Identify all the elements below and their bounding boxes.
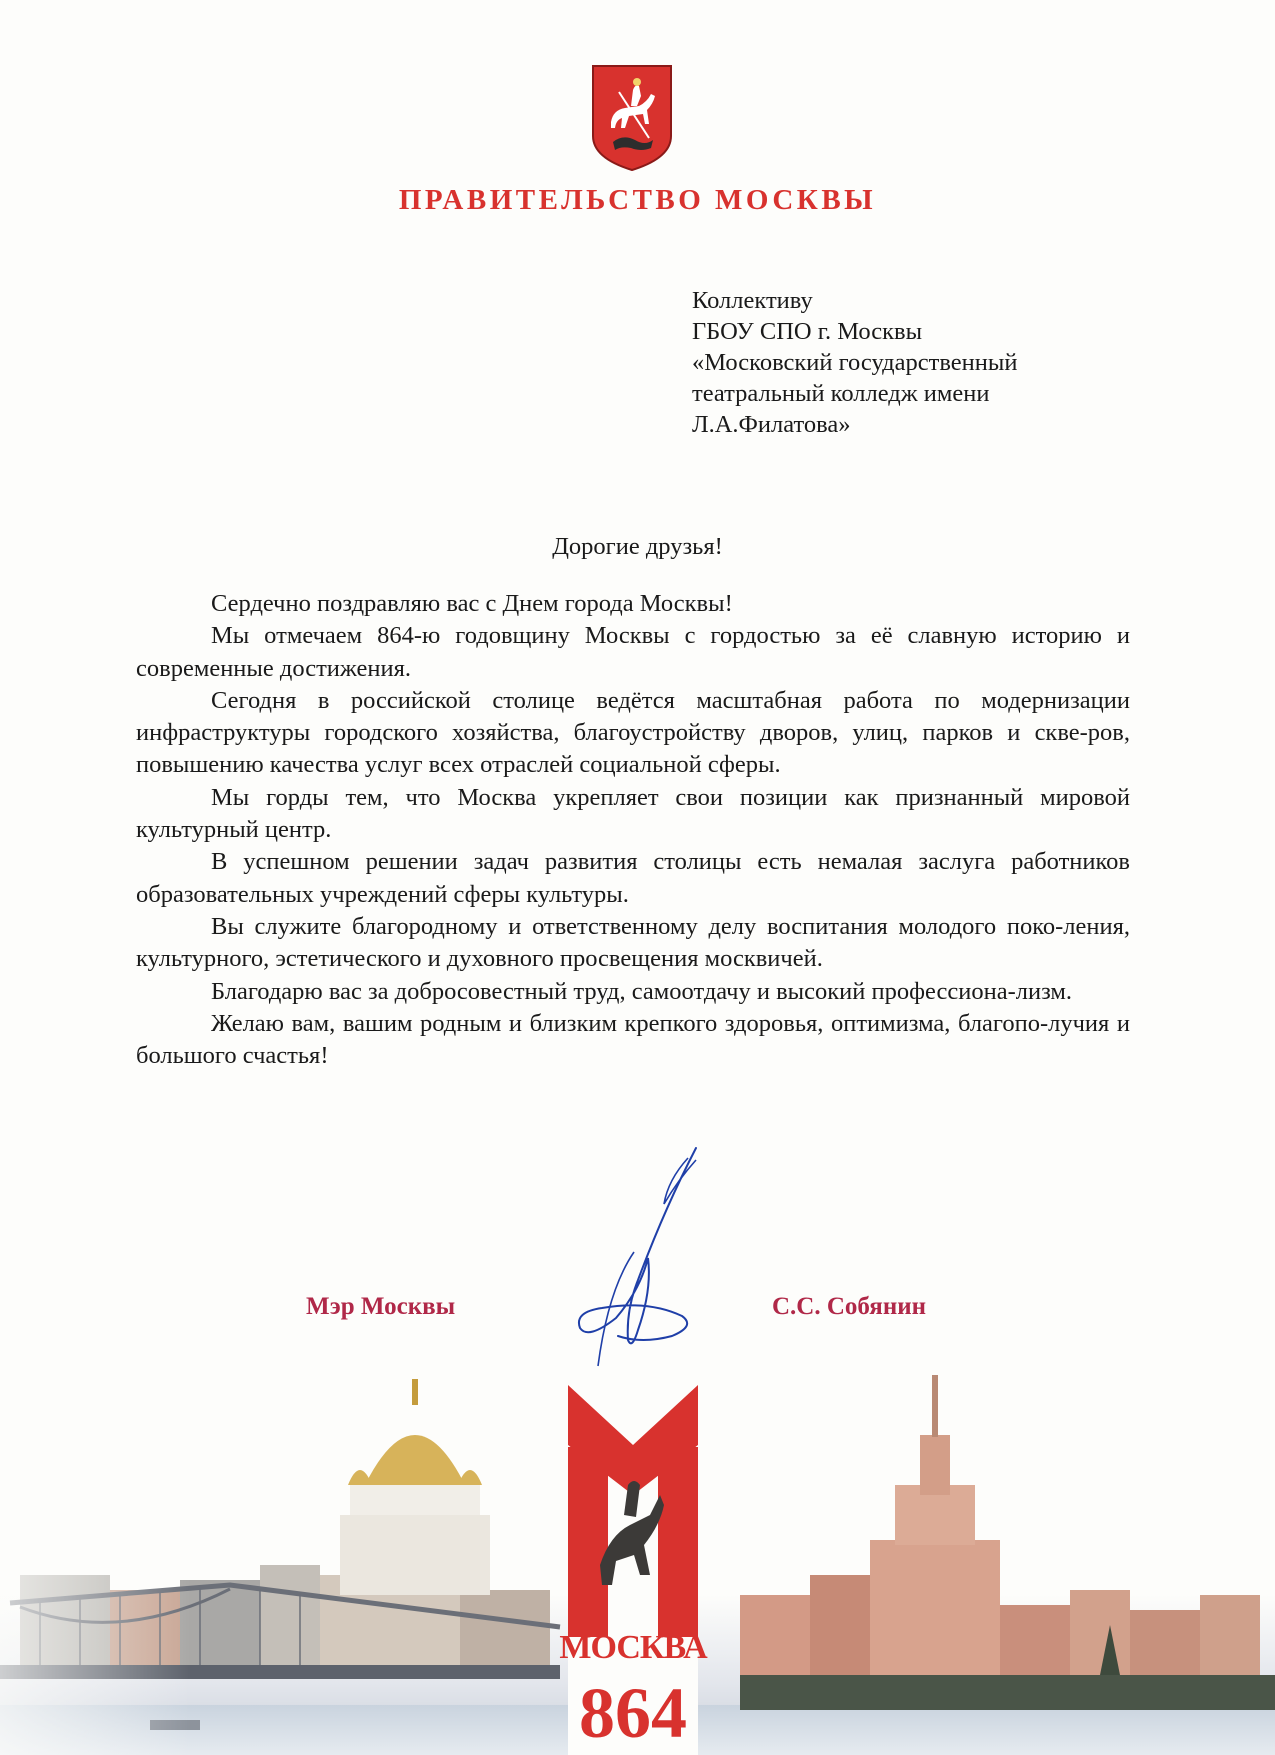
paragraph: Сердечно поздравляю вас с Днем города Москвы! xyxy=(211,590,733,617)
paragraph: Благодарю вас за добросовестный труд, самоотдачу и высокий профессиона-лизм. xyxy=(211,977,1073,1005)
paragraph: Желаю вам, вашим родным и близким крепкого здоровья, оптимизма, благопо-лучия и большого счастья! xyxy=(136,1009,1130,1070)
emblem-word: МОСКВА xyxy=(559,1629,707,1666)
mayor-name: С.С. Собянин xyxy=(772,1293,927,1320)
paragraph: Мы отмечаем 864-ю годовщину Москвы с гордостью за её славную историю и современные достижения. xyxy=(136,622,1130,682)
mayor-title: Мэр Москвы xyxy=(306,1293,456,1320)
addressee-line: ГБОУ СПО г. Москвы xyxy=(692,318,923,345)
paragraph: Сегодня в российской столице ведётся масштабная работа по модернизации инфраструктуры городского хозяйства, благоустройству дворов, улиц, парков и скве-ров, повышению качества услуг всех отраслей социальной сферы. xyxy=(136,686,1130,779)
addressee-block xyxy=(692,285,1112,440)
addressee-line: «Московский государственный xyxy=(692,349,1018,376)
organization-header: ПРАВИТЕЛЬСТВО МОСКВЫ xyxy=(398,184,877,216)
emblem-number: 864 xyxy=(579,1673,687,1753)
addressee-line: Л.А.Филатова» xyxy=(692,411,851,438)
moscow-skyline-illustration xyxy=(0,1375,1275,1755)
handwritten-signature xyxy=(568,1140,708,1370)
paragraph: В успешном решении задач развития столицы есть немалая заслуга работников образовательных учреждений сферы культуры. xyxy=(136,848,1130,908)
salutation: Дорогие друзья! xyxy=(552,533,723,560)
letter-body xyxy=(136,588,1130,1072)
addressee-line: театральный колледж имени xyxy=(692,380,990,407)
paragraph: Мы горды тем, что Москва укрепляет свои позиции как признанный мировой культурный центр. xyxy=(136,783,1130,844)
paragraph: Вы служите благородному и ответственному делу воспитания молодого поко-ления, культурного, эстетического и духовного просвещения москвичей. xyxy=(136,912,1130,973)
addressee-line: Коллективу xyxy=(692,287,813,314)
moscow-coat-of-arms-icon xyxy=(589,62,675,174)
